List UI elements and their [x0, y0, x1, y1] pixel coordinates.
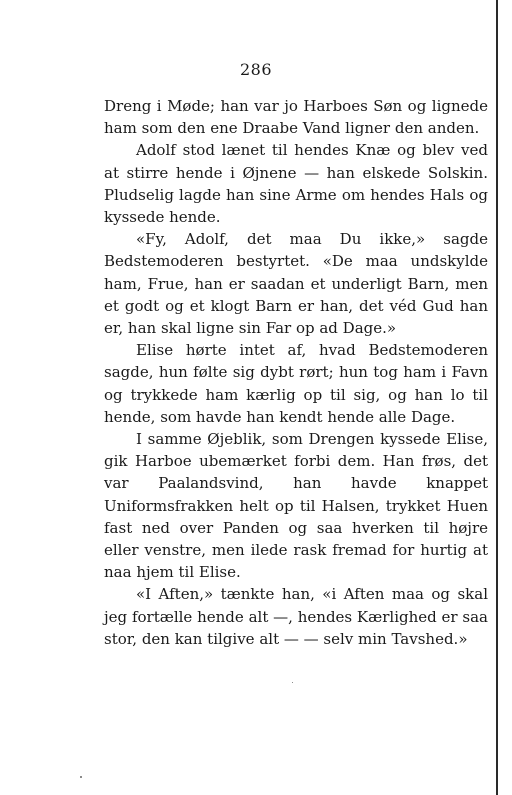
paragraph-3: «Fy, Adolf, det maa Du ikke,» sagde Bedstemoderen bestyrtet. «De maa undskylde ham, Frue, han er saadan et underligt Barn, men et godt og et klogt Barn er han, det véd Gud han er, han skal ligne sin Far op ad Dage.»: [104, 230, 488, 338]
paper-speck: [80, 776, 82, 778]
paragraph-6: «I Aften,» tænkte han, «i Aften maa og skal jeg fortælle hende alt —, hendes Kærlighed er saa stor, den kan tilgive alt — — selv min Tavshed.»: [104, 585, 488, 648]
paragraph-5: I samme Øjeblik, som Drengen kyssede Elise, gik Harboe ubemærket forbi dem. Han frøs, det var Paalandsvind, han havde knappet Uniformsfrakken helt op til Halsen, trykket Huen fast ned over Panden og saa hverken til højre eller venstre, men ilede rask fremad for hurtig at naa hjem til Elise.: [104, 430, 488, 582]
paper-speck: [292, 682, 293, 683]
page-number: 286: [239, 60, 273, 79]
body-text: [104, 95, 488, 650]
paragraph-1: Dreng i Møde; han var jo Harboes Søn og lignede ham som den ene Draabe Vand ligner den anden.: [104, 97, 488, 138]
page-edge-rule: [496, 0, 498, 795]
paragraph-4: Elise hørte intet af, hvad Bedstemoderen sagde, hun følte sig dybt rørt; hun tog ham i Favn og trykkede ham kærlig op til sig, og han lo til hende, som havde han kendt hende alle Dage.: [104, 341, 488, 426]
paragraph-2: Adolf stod lænet til hendes Knæ og blev ved at stirre hende i Øjnene — han elskede Solskin. Pludselig lagde han sine Arme om hendes Hals og kyssede hende.: [104, 141, 488, 227]
